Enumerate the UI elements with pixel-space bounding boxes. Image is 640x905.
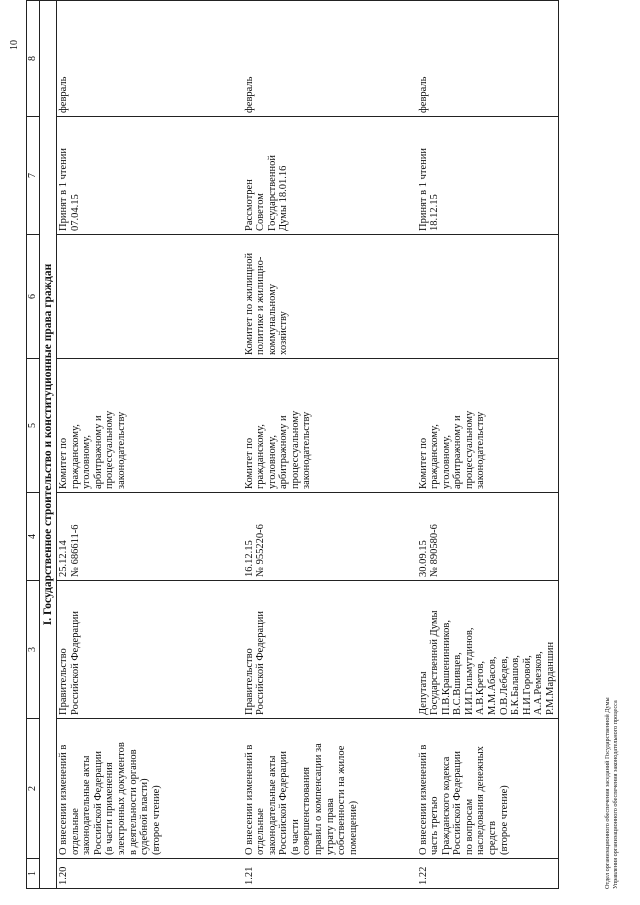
footer-line: Управления организационного обеспечения законодательного процесса (611, 700, 619, 889)
column-number: 3 (27, 581, 40, 719)
section-row (40, 1, 57, 889)
bill-author-line: Государственной Думы (429, 610, 441, 715)
bill-status-line: Государственной (266, 155, 278, 231)
page-number: 10 (9, 40, 20, 50)
registration-line: 25.12.14 (58, 540, 69, 577)
bill-title-line: отдельные (255, 808, 267, 855)
bill-status-line: Рассмотрен (243, 179, 255, 231)
footer-line: Отдел организационного обеспечения заседаний Государственной Думы (604, 697, 611, 889)
bill-title-line: О внесении изменений в (417, 744, 429, 855)
bill-title-line: О внесении изменений в (243, 744, 255, 855)
column-number: 5 (27, 359, 40, 493)
bill-title-line: наследования денежных (475, 746, 487, 855)
bill-author-line: М.М.Абасов, (487, 656, 499, 715)
bill-status-line: Принят в 1 чтении (58, 148, 69, 231)
planned-month: февраль (57, 1, 243, 117)
bill-status (57, 117, 243, 235)
bill-author-line: Б.К.Балашов, (510, 655, 522, 715)
registration (417, 493, 559, 581)
responsible-committee-line: уголовному, (266, 435, 278, 489)
co-executor-committee (243, 235, 417, 359)
responsible-committee-line: законодательству (475, 411, 487, 489)
responsible-committee-line: Комитет по (417, 437, 429, 489)
bill-title-line: (в части (289, 819, 301, 855)
column-number: 1 (27, 859, 40, 889)
bill-title-line: совершенствования (301, 766, 313, 855)
bill-title (417, 719, 559, 859)
bill-status-line: Думы 18.01.16 (278, 165, 290, 231)
bill-title-line: судебной власти) (139, 778, 151, 855)
column-number: 4 (27, 493, 40, 581)
column-number: 7 (27, 117, 40, 235)
bills-table (26, 0, 559, 889)
responsible-committee-line: арбитражному и (92, 415, 104, 489)
column-number: 2 (27, 719, 40, 859)
bill-author-line: П.В.Крашенинников, (440, 620, 452, 715)
row-number: 1.20 (57, 859, 243, 889)
responsible-committee (57, 359, 243, 493)
bill-status (417, 117, 559, 235)
bill-status-line: Советом (255, 193, 267, 231)
row-number: 1.22 (417, 859, 559, 889)
responsible-committee-line: гражданскому, (429, 424, 441, 489)
co-executor-committee (417, 235, 559, 359)
responsible-committee (243, 359, 417, 493)
table-row (243, 1, 417, 889)
bill-author-line: Российской Федерации (69, 611, 81, 715)
responsible-committee-line: уголовному, (440, 435, 452, 489)
bill-author (243, 581, 417, 719)
responsible-committee (417, 359, 559, 493)
bill-title-line: (второе чтение) (150, 785, 162, 855)
bill-author (417, 581, 559, 719)
registration-line: № 686611-6 (69, 524, 81, 577)
bill-author-line: Российской Федерации (255, 611, 267, 715)
registration-line: 16.12.15 (243, 540, 255, 577)
section-title: I. Государственное строительство и конституционные права граждан (40, 1, 57, 889)
bill-author-line: О.В.Лебедев, (498, 656, 510, 715)
responsible-committee-line: процессуальному (463, 410, 475, 489)
bill-author-line: И.И.Гильмутдинов, (463, 627, 475, 715)
registration (243, 493, 417, 581)
bill-status-line: Принят в 1 чтении (417, 148, 429, 231)
bill-title-line: законодательные акты (81, 755, 93, 855)
bill-title (57, 719, 243, 859)
bill-title-line: отдельные (69, 808, 81, 855)
co-executor-committee (57, 235, 243, 359)
responsible-committee-line: законодательству (301, 411, 313, 489)
planned-month: февраль (243, 1, 417, 117)
bill-author-line: Р.М.Марданшин (545, 641, 557, 715)
planned-month: февраль (417, 1, 559, 117)
bill-author-line: Депутаты (417, 671, 429, 715)
co-executor-committee-line: хозяйству (278, 311, 290, 355)
bill-title-line: утрату права (324, 798, 336, 855)
co-executor-committee-line: политике и жилищно- (255, 256, 267, 355)
registration (57, 493, 243, 581)
responsible-committee-line: уголовному, (81, 435, 93, 489)
responsible-committee-line: арбитражному и (278, 415, 290, 489)
table-row (57, 1, 243, 889)
bill-title-line: собственности на жилое (336, 745, 348, 855)
bill-title-line: О внесении изменений в (58, 744, 69, 855)
bill-title (243, 719, 417, 859)
bill-title-line: Гражданского кодекса (440, 756, 452, 855)
footer (604, 697, 619, 889)
bill-author-line: Правительство (243, 648, 255, 715)
bill-status (243, 117, 417, 235)
registration-line: № 890580-6 (429, 524, 441, 577)
bill-status-line: 18.12.15 (429, 194, 441, 231)
bill-title-line: средств (487, 821, 499, 855)
bill-title-line: Российской Федерации (92, 751, 104, 855)
bill-title-line: электронных документов (115, 742, 127, 855)
bill-title-line: по вопросам (463, 798, 475, 855)
registration-line: № 955220-6 (255, 524, 267, 577)
bill-status-line: 07.04.15 (69, 194, 81, 231)
responsible-committee-line: гражданскому, (69, 424, 81, 489)
bill-author-line: Правительство (58, 648, 69, 715)
column-number: 8 (27, 1, 40, 117)
responsible-committee-line: законодательству (115, 411, 127, 489)
responsible-committee-line: гражданскому, (255, 424, 267, 489)
registration-line: 30.09.15 (417, 540, 429, 577)
table-row (417, 1, 559, 889)
bill-title-line: в деятельности органов (127, 749, 139, 855)
co-executor-committee-line: коммунальному (266, 283, 278, 355)
column-number-row (27, 1, 40, 889)
bill-title-line: законодательные акты (266, 755, 278, 855)
column-number: 6 (27, 235, 40, 359)
bill-author (57, 581, 243, 719)
responsible-committee-line: Комитет по (58, 437, 69, 489)
bill-author-line: Н.И.Горовой, (521, 655, 533, 715)
responsible-committee-line: процессуальному (289, 410, 301, 489)
responsible-committee-line: арбитражному и (452, 415, 464, 489)
row-number: 1.21 (243, 859, 417, 889)
bill-title-line: правил о компенсации за (313, 743, 325, 855)
bill-author-line: А.В.Кретов, (475, 660, 487, 715)
bill-title-line: (второе чтение) (498, 785, 510, 855)
bill-title-line: (в части применения (104, 762, 116, 855)
table-body (57, 1, 559, 889)
bill-title-line: Российской Федерации (452, 751, 464, 855)
bill-title-line: помещение) (347, 800, 359, 855)
bill-title-line: часть третью (429, 796, 441, 855)
bill-author-line: А.А.Ремезков, (533, 651, 545, 715)
responsible-committee-line: Комитет по (243, 437, 255, 489)
bill-author-line: В.С.Вшивцев, (452, 652, 464, 715)
responsible-committee-line: процессуальному (104, 410, 116, 489)
co-executor-committee-line: Комитет по жилищной (243, 252, 255, 355)
bill-title-line: Российской Федерации (278, 751, 290, 855)
